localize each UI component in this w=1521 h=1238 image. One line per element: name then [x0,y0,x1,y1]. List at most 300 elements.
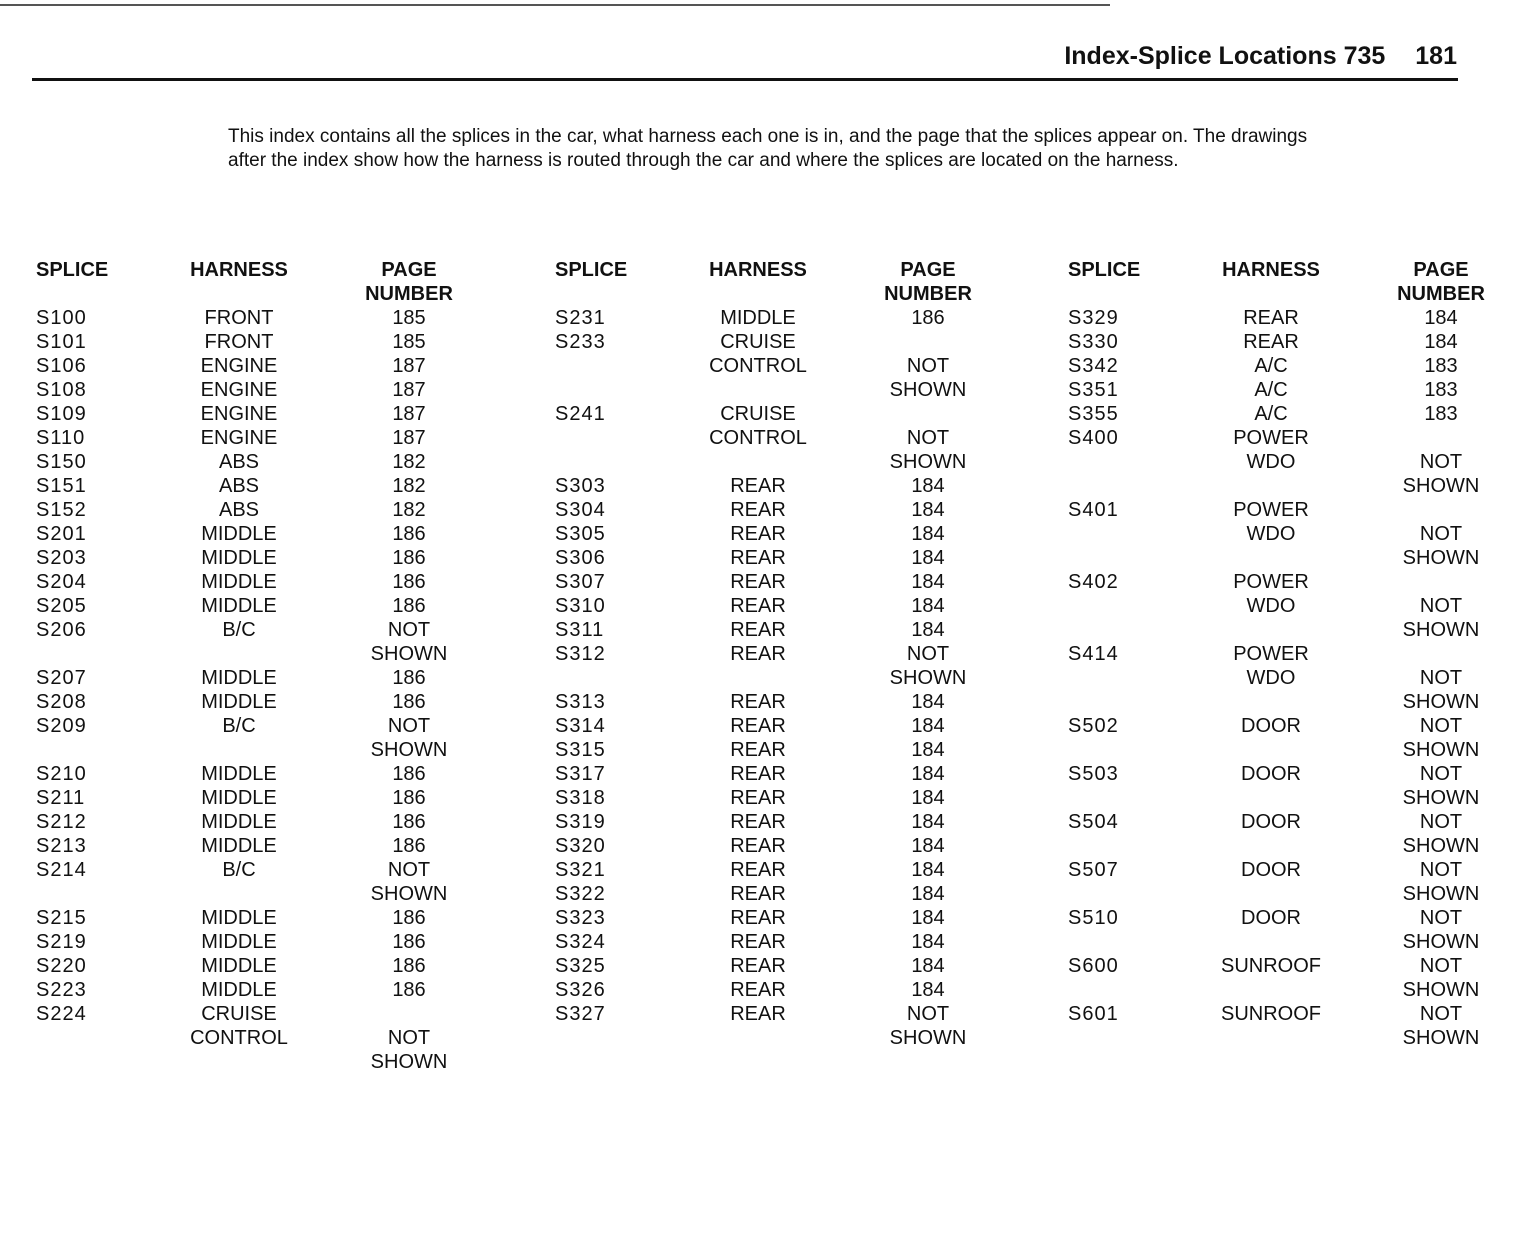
splice-id: S208 [36,691,87,713]
harness-cell [154,954,324,978]
page-cell [324,906,494,930]
page-cell [843,930,1013,954]
page-value [843,330,1013,354]
page-cell [843,1002,1013,1050]
harness-name: REAR [730,619,786,641]
page-cell [843,474,1013,498]
harness-cell [673,1002,843,1050]
page-cell [324,690,494,714]
table-row [36,474,496,498]
page-value: 187 [392,427,426,449]
page-value: NOT [1419,763,1463,785]
page-value: SHOWN [1402,475,1480,497]
splice-id: S314 [555,715,606,737]
harness-name: POWER [1233,571,1309,593]
harness-name: REAR [730,739,786,761]
page-value: 184 [911,715,945,737]
splice-id: S203 [36,547,87,569]
splice-id: S329 [1068,307,1119,329]
splice-id: S322 [555,883,606,905]
harness-cell [1186,810,1356,858]
table-row [555,1002,1015,1050]
page-value: NOT [387,715,431,737]
splice-id: S206 [36,619,87,641]
splice-table-3 [1068,258,1521,1050]
harness-cell [1186,570,1356,642]
splice-id: S219 [36,931,87,953]
page-value: 186 [392,571,426,593]
harness-cell [1186,1002,1356,1050]
page-value: 187 [392,403,426,425]
splice-id: S327 [555,1003,606,1025]
page-cell [843,714,1013,738]
harness-name: FRONT [204,307,274,329]
header-number-line: NUMBER [1397,283,1485,305]
table-row [36,498,496,522]
harness-name: MIDDLE [201,547,277,569]
page-cell [843,546,1013,570]
splice-id: S215 [36,907,87,929]
page-cell [324,978,494,1002]
page-value: 184 [1424,331,1458,353]
splice-id: S313 [555,691,606,713]
splice-id: S342 [1068,355,1119,377]
top-rule [0,4,1110,6]
splice-id: S305 [555,523,606,545]
page-value: 187 [392,379,426,401]
page-value: 184 [911,979,945,1001]
page-value: 183 [1424,355,1458,377]
harness-name: DOOR [1241,763,1301,785]
splice-id: S317 [555,763,606,785]
page-value: NOT [1419,667,1463,689]
harness-cell [673,762,843,786]
harness-cell [673,930,843,954]
harness-name: WDO [1246,667,1296,689]
harness-name: REAR [730,547,786,569]
table-row [1068,954,1521,1002]
table-row [555,714,1015,738]
page-cell [843,498,1013,522]
page-value: 186 [392,787,426,809]
table-row [36,906,496,930]
harness-cell [154,690,324,714]
harness-cell [673,858,843,882]
table-row [36,594,496,618]
harness-name: MIDDLE [201,811,277,833]
splice-id: S303 [555,475,606,497]
page-value: NOT [906,355,950,377]
page-cell [1356,714,1521,762]
harness-cell [673,834,843,858]
harness-name: ENGINE [200,355,278,377]
harness-cell [154,330,324,354]
splice-id: S201 [36,523,87,545]
page-cell [843,834,1013,858]
page-value: SHOWN [370,643,448,665]
harness-cell [154,786,324,810]
header-page-number [843,258,1013,306]
page-value: 186 [392,979,426,1001]
harness-name: CONTROL [709,427,807,449]
splice-id: S213 [36,835,87,857]
page-cell [1356,810,1521,858]
harness-cell [673,954,843,978]
page-value [843,402,1013,426]
splice-id: S101 [36,331,87,353]
table-row [36,858,496,906]
header-page-number [1356,258,1521,306]
page-cell [324,402,494,426]
table-row [1068,714,1521,762]
harness-cell [673,642,843,690]
table-row [36,666,496,690]
table-row [36,786,496,810]
table-row [555,978,1015,1002]
harness-name: REAR [730,979,786,1001]
harness-cell [673,522,843,546]
harness-cell [1186,402,1356,426]
page-value: NOT [906,643,950,665]
harness-name: REAR [1243,331,1299,353]
harness-name: WDO [1246,451,1296,473]
harness-cell [154,714,324,762]
table-row [36,378,496,402]
harness-name: REAR [730,595,786,617]
page-cell [324,570,494,594]
page-title: Index-Splice Locations 735 [1064,42,1386,70]
page-cell [324,594,494,618]
harness-cell [673,906,843,930]
header-harness: HARNESS [190,259,288,281]
harness-cell [154,810,324,834]
harness-name: B/C [222,859,256,881]
page-value: SHOWN [889,379,967,401]
splice-id: S323 [555,907,606,929]
page-cell [843,858,1013,882]
table-row [36,402,496,426]
harness-cell [673,882,843,906]
page-cell [843,594,1013,618]
splice-id: S312 [555,643,606,665]
page-value [1356,426,1521,450]
harness-cell [1186,330,1356,354]
splice-id: S151 [36,475,87,497]
harness-name: DOOR [1241,811,1301,833]
page-value: 184 [911,595,945,617]
table-row [1068,498,1521,570]
harness-name: CRUISE [720,403,796,425]
harness-cell [154,666,324,690]
splice-id: S204 [36,571,87,593]
splice-id: S306 [555,547,606,569]
table-row [36,690,496,714]
harness-name: REAR [730,499,786,521]
table-row [555,594,1015,618]
harness-cell [154,834,324,858]
page-value: 184 [911,523,945,545]
harness-name: A/C [1254,355,1288,377]
table-row [555,858,1015,882]
harness-name: MIDDLE [201,763,277,785]
harness-name: REAR [730,643,786,665]
page-cell [324,954,494,978]
table-row [1068,1002,1521,1050]
page-value: SHOWN [370,1051,448,1073]
harness-name: A/C [1254,403,1288,425]
table-row [555,954,1015,978]
page-cell [1356,858,1521,906]
table-row [36,618,496,666]
splice-id: S321 [555,859,606,881]
harness-cell [154,474,324,498]
table-row [36,426,496,450]
splice-id: S400 [1068,427,1119,449]
page-value: 185 [392,307,426,329]
page-value: SHOWN [370,739,448,761]
table-row [1068,426,1521,498]
table-row [1068,810,1521,858]
harness-name: MIDDLE [201,787,277,809]
table-row [36,1002,496,1074]
table-row [1068,858,1521,906]
harness-name: MIDDLE [201,979,277,1001]
harness-name: SUNROOF [1221,955,1321,977]
header-splice: SPLICE [1068,259,1141,281]
page-value: 184 [911,955,945,977]
splice-id: S325 [555,955,606,977]
harness-cell [154,522,324,546]
table-row [1068,642,1521,714]
splice-id: S310 [555,595,606,617]
header-number-line: NUMBER [365,283,453,305]
harness-cell [154,306,324,330]
header-splice: SPLICE [36,259,109,281]
table-row [555,330,1015,402]
page-value: 186 [392,931,426,953]
page-header [1064,42,1457,71]
page-value: 184 [911,859,945,881]
splice-id: S402 [1068,571,1119,593]
page-value: 183 [1424,403,1458,425]
page-value: 184 [911,907,945,929]
harness-name: REAR [730,787,786,809]
header-harness: HARNESS [1222,259,1320,281]
harness-cell [673,618,843,642]
page-cell [843,954,1013,978]
table-row [555,906,1015,930]
page-cell [843,786,1013,810]
harness-name: SUNROOF [1221,1003,1321,1025]
harness-cell [154,930,324,954]
harness-name: ENGINE [200,427,278,449]
harness-name: ENGINE [200,403,278,425]
page-value: NOT [906,1003,950,1025]
harness-cell [673,786,843,810]
harness-name: MIDDLE [201,931,277,953]
harness-name: REAR [1243,307,1299,329]
intro-paragraph [228,125,1328,173]
table-header [1068,258,1521,306]
page-cell [1356,570,1521,642]
page-cell [324,810,494,834]
splice-id: S502 [1068,715,1119,737]
splice-id: S209 [36,715,87,737]
splice-id: S351 [1068,379,1119,401]
header-page-line: PAGE [1413,259,1469,281]
splice-id: S108 [36,379,87,401]
harness-name: ABS [218,499,260,521]
harness-name: POWER [1233,643,1309,665]
splice-table-1 [36,258,496,1074]
splice-id: S231 [555,307,606,329]
harness-cell [154,426,324,450]
harness-cell [1186,378,1356,402]
harness-cell [154,570,324,594]
harness-name: REAR [730,763,786,785]
harness-cell [673,498,843,522]
page-value: NOT [906,427,950,449]
header-harness: HARNESS [709,259,807,281]
splice-id: S214 [36,859,87,881]
page-cell [1356,762,1521,810]
harness-name: DOOR [1241,907,1301,929]
header-page-number [324,258,494,306]
page-value: 186 [392,547,426,569]
page-value: NOT [1419,715,1463,737]
header-rule [32,78,1458,81]
harness-cell [154,906,324,930]
page-cell [843,978,1013,1002]
header-splice: SPLICE [555,259,628,281]
page-value: 184 [911,763,945,785]
harness-cell [154,762,324,786]
harness-name: CONTROL [709,355,807,377]
page-cell [1356,306,1521,330]
table-row [555,738,1015,762]
harness-name: MIDDLE [201,691,277,713]
table-row [1068,762,1521,810]
harness-cell [673,570,843,594]
page-value: 187 [392,355,426,377]
splice-id: S152 [36,499,87,521]
page-value [1356,570,1521,594]
page-value: SHOWN [889,667,967,689]
harness-name: MIDDLE [201,667,277,689]
harness-cell [154,498,324,522]
page-cell [1356,378,1521,402]
page-value: 184 [911,547,945,569]
page-cell [324,1002,494,1074]
table-row [36,522,496,546]
page-cell [324,666,494,690]
splice-id: S401 [1068,499,1119,521]
harness-name: REAR [730,571,786,593]
page-value: 186 [392,811,426,833]
harness-name: MIDDLE [201,571,277,593]
splice-id: S207 [36,667,87,689]
table-row [555,546,1015,570]
table-row [555,882,1015,906]
harness-name: POWER [1233,499,1309,521]
harness-name: REAR [730,859,786,881]
table-row [1068,378,1521,402]
page-value: SHOWN [1402,787,1480,809]
table-row [36,930,496,954]
harness-cell [154,618,324,666]
page-value: NOT [1419,523,1463,545]
page-cell [324,426,494,450]
page-value: 184 [911,787,945,809]
table-row [1068,906,1521,954]
table-row [1068,354,1521,378]
harness-name: MIDDLE [201,907,277,929]
harness-cell [1186,354,1356,378]
harness-name: REAR [730,835,786,857]
page-cell [324,306,494,330]
harness-cell [673,714,843,738]
splice-id: S212 [36,811,87,833]
page-cell [1356,354,1521,378]
page-cell [324,378,494,402]
splice-id: S211 [36,787,86,809]
harness-cell [1186,762,1356,810]
table-header [555,258,1015,306]
page-cell [324,498,494,522]
splice-id: S110 [36,427,86,449]
table-row [555,522,1015,546]
harness-name: MIDDLE [201,955,277,977]
page-cell [843,762,1013,786]
page-cell [324,450,494,474]
harness-name: B/C [222,715,256,737]
harness-name: B/C [222,619,256,641]
harness-name: REAR [730,907,786,929]
splice-id: S324 [555,931,606,953]
page-value: NOT [387,859,431,881]
table-row [555,834,1015,858]
page-number: 181 [1415,42,1457,70]
table-row [36,954,496,978]
splice-id: S315 [555,739,606,761]
harness-cell [673,474,843,498]
page-cell [843,810,1013,834]
page-value: 184 [911,739,945,761]
page-value: NOT [1419,451,1463,473]
splice-id: S320 [555,835,606,857]
harness-name: REAR [730,883,786,905]
harness-name: REAR [730,955,786,977]
harness-cell [154,354,324,378]
page-value: 184 [911,811,945,833]
splice-id: S311 [555,619,605,641]
page-cell [324,330,494,354]
page-cell [324,834,494,858]
harness-name: CRUISE [720,331,796,353]
page-cell [843,642,1013,690]
page-cell [843,906,1013,930]
splice-id: S507 [1068,859,1119,881]
page-value: SHOWN [1402,1027,1480,1049]
page-value: SHOWN [1402,619,1480,641]
splice-id: S355 [1068,403,1119,425]
page-cell [324,474,494,498]
intro-text: This index contains all the splices in the car, what harness each one is in, and the page that the splices appear on. The drawings after the index show how the harness is routed through the car and where the splices are located on the harness. [228,126,1308,171]
harness-name: REAR [730,811,786,833]
page-value: 184 [911,883,945,905]
page-value: 184 [1424,307,1458,329]
page-value: 183 [1424,379,1458,401]
